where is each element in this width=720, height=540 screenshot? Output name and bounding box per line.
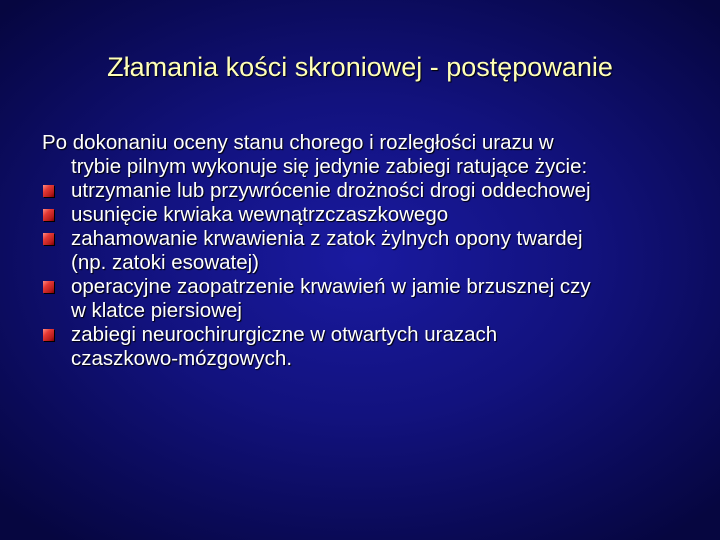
bullet-text-line: utrzymanie lub przywrócenie drożności drogi oddechowej [71,179,591,202]
red-square-bullet-icon [43,233,54,245]
intro-paragraph [42,131,702,179]
bullet-list [42,179,702,371]
bullet-text-line: usunięcie krwiaka wewnątrzczaszkowego [71,203,449,226]
bullet-text-line: zahamowanie krwawienia z zatok żylnych opony twardej [71,227,583,250]
bullet-text-line: (np. zatoki esowatej) [71,251,260,274]
red-square-bullet-icon [43,185,54,197]
bullet-text-line: czaszkowo-mózgowych. [71,347,293,370]
bullet-text-line: w klatce piersiowej [71,299,242,322]
bullet-text-line: zabiegi neurochirurgiczne w otwartych urazach [71,323,498,346]
bullet-item-airway [42,179,702,203]
bullet-item-hematoma [42,203,702,227]
bullet-text-line: operacyjne zaopatrzenie krwawień w jamie brzusznej czy [71,275,591,298]
bullet-item-sinus-bleeding [42,227,702,275]
slide-body [42,131,702,371]
red-square-bullet-icon [43,281,54,293]
bullet-item-neurosurgery [42,323,702,371]
intro-line: trybie pilnym wykonuje się jedynie zabiegi ratujące życie: [71,155,588,178]
red-square-bullet-icon [43,209,54,221]
red-square-bullet-icon [43,329,54,341]
slide-title: Złamania kości skroniowej - postępowanie [107,52,613,82]
intro-line: Po dokonaniu oceny stanu chorego i rozległości urazu w [42,131,554,154]
bullet-item-abdominal-thoracic [42,275,702,323]
